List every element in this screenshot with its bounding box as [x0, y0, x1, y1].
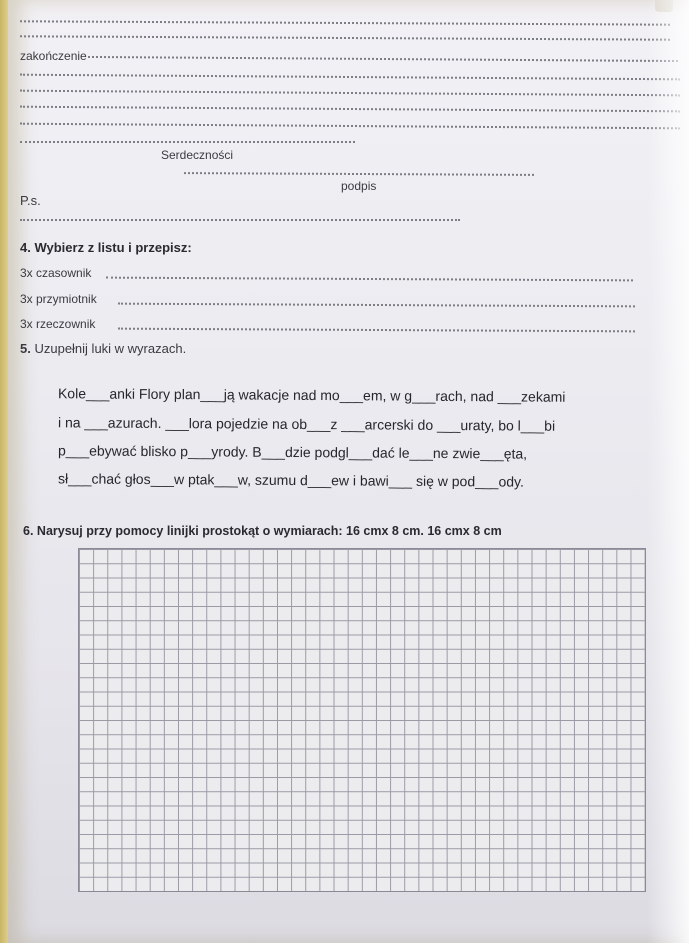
- writing-line[interactable]: [88, 56, 678, 62]
- writing-line[interactable]: [20, 90, 680, 97]
- writing-line[interactable]: [20, 106, 680, 113]
- answer-line[interactable]: [118, 303, 635, 308]
- writing-line[interactable]: [20, 123, 680, 130]
- answer-line[interactable]: [106, 277, 633, 282]
- gap-fill-line: sł___chać głos___w ptak___w, szumu d___ew i bawi___ się w pod___ody.: [57, 470, 524, 490]
- ps-line[interactable]: [20, 219, 460, 221]
- task5-title: Uzupełnij luki w wyrazach.: [34, 341, 187, 356]
- writing-line[interactable]: [20, 74, 680, 81]
- task5-number: 5.: [20, 341, 31, 356]
- task4-item-adjectives: 3x przymiotnik: [20, 292, 97, 306]
- task5-heading: [20, 341, 186, 356]
- signature-line[interactable]: [184, 172, 534, 176]
- page-edge-glare: [647, 0, 689, 943]
- writing-line[interactable]: [20, 20, 670, 25]
- gap-fill-line: Kole___anki Flory plan___ją wakacje nad mo___em, w g___rach, nad ___zekami: [57, 385, 566, 405]
- closing-text: Serdeczności: [161, 148, 234, 162]
- task6-number: 6.: [23, 524, 34, 538]
- ending-label: zakończenie: [20, 49, 87, 63]
- signature-label: podpis: [341, 179, 377, 193]
- task4-item-nouns: 3x rzeczownik: [20, 317, 96, 331]
- task4-number: 4.: [20, 240, 31, 255]
- task6-title: Narysuj przy pomocy linijki prostokąt o wymiarach: 16 cmx 8 cm. 16 cmx 8 cm: [36, 524, 502, 538]
- worksheet-page: [8, 0, 689, 943]
- writing-line[interactable]: [20, 35, 670, 40]
- task4-item-verbs: 3x czasownik: [20, 266, 92, 280]
- task4-heading: [20, 240, 192, 255]
- answer-line[interactable]: [118, 328, 635, 333]
- gap-fill-line: p___ebywać blisko p___yrody. B___dzie podgl___dać le___ne zwie___ęta,: [57, 442, 528, 462]
- task4-title: Wybierz z listu i przepisz:: [34, 240, 192, 255]
- drawing-grid[interactable]: [78, 548, 646, 892]
- writing-line[interactable]: [20, 141, 355, 143]
- gap-fill-line: i na ___azurach. ___lora pojedzie na ob___z ___arcerski do ___uraty, bo l___bi: [57, 414, 556, 434]
- ps-label: P.s.: [20, 193, 41, 208]
- task6-heading: [23, 524, 502, 538]
